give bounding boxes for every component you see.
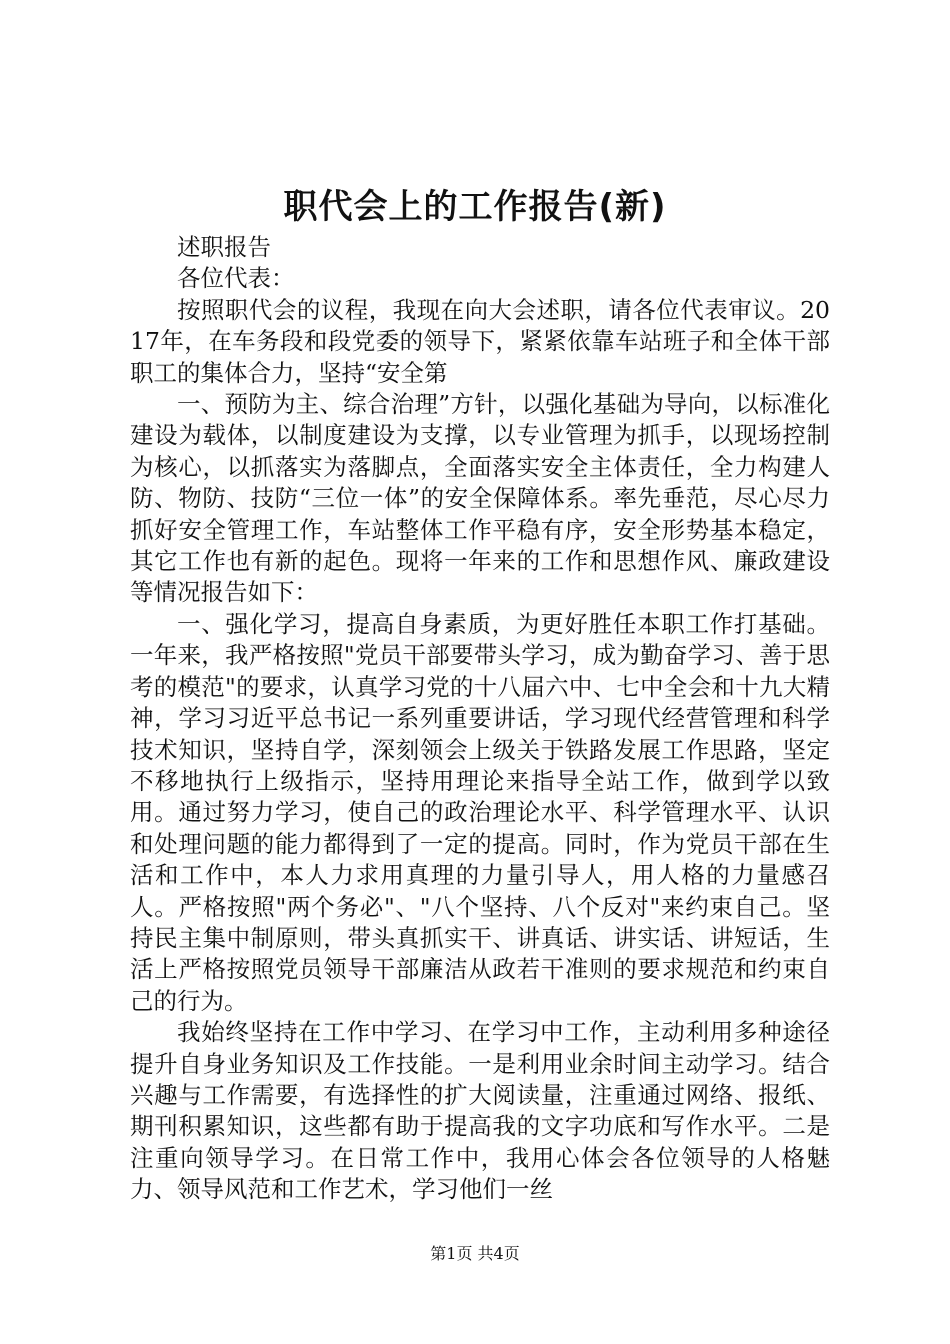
- document-title: 职代会上的工作报告(新): [283, 187, 667, 227]
- paragraph-section-one: 一、强化学习，提高自身素质，为更好胜任本职工作打基础。一年来，我严格按照"党员干部要带头学习，成为勤奋学习、善于思考的模范"的要求，认真学习党的十八届六中、七中全会和十九大精神，学习习近平总书记一系列重要讲话，学习现代经营管理和科学技术知识，坚持自学，深刻领会上级关于铁路发展工作思路，坚定不移地执行上级指示，坚持用理论来指导全站工作，做到学以致用。通过努力学习，使自己的政治理论水平、科学管理水平、认识和处理问题的能力都得到了一定的提高。同时，作为党员干部在生活和工作中，本人力求用真理的力量引导人，用人格的力量感召人。严格按照"两个务必"、"八个坚持、八个反对"来约束自己。坚持民主集中制原则，带头真抓实干、讲真话、讲实话、讲短话，生活上严格按照党员领导干部廉洁从政若干准则的要求规范和约束自己的行为。: [130, 609, 830, 1015]
- paragraph-heading: 述职报告: [177, 233, 271, 261]
- paragraph-intro: 按照职代会的议程，我现在向大会述职，请各位代表审议。2017年，在车务段和段党委的领导下，紧紧依靠车站班子和全体干部职工的集体合力，坚持“安全第: [130, 295, 830, 387]
- paragraph-learning: 我始终坚持在工作中学习、在学习中工作，主动利用多种途径提升自身业务知识及工作技能。一是利用业余时间主动学习。结合兴趣与工作需要，有选择性的扩大阅读量，注重通过网络、报纸、期刊积累知识，这些都有助于提高我的文字功底和写作水平。二是注重向领导学习。在日常工作中，我用心体会各位领导的人格魅力、领导风范和工作艺术，学习他们一丝: [130, 1018, 830, 1204]
- paragraph-policy: 一、预防为主、综合治理”方针，以强化基础为导向，以标准化建设为载体，以制度建设为支撑，以专业管理为抓手，以现场控制为核心，以抓落实为落脚点，全面落实安全主体责任，全力构建人防、物防、技防“三位一体”的安全保障体系。率先垂范，尽心尽力抓好安全管理工作，车站整体工作平稳有序，安全形势基本稳定，其它工作也有新的起色。现将一年来的工作和思想作风、廉政建设等情况报告如下：: [130, 390, 830, 607]
- document-body: [130, 232, 830, 1206]
- page-number-footer: 第1页 共4页: [430, 1244, 520, 1263]
- paragraph-salutation: 各位代表：: [177, 264, 295, 293]
